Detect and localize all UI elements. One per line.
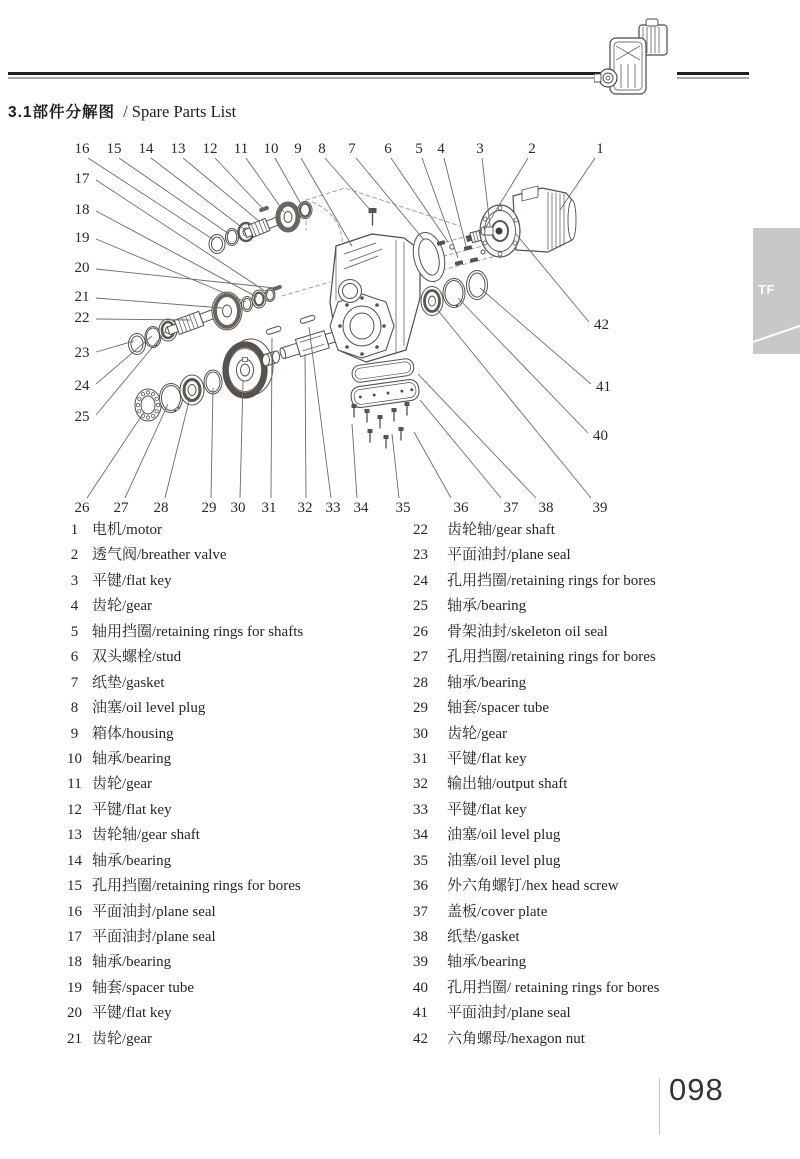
part-label: 盖板/cover plate — [447, 903, 548, 920]
callout-leader-9 — [301, 158, 352, 246]
part-row — [64, 801, 409, 826]
part-row — [64, 1030, 409, 1055]
part-label: 输出轴/output shaft — [447, 776, 568, 793]
callout-number-38: 38 — [538, 500, 554, 516]
part-label: 孔用挡圈/ retaining rings for bores — [447, 979, 660, 996]
part-row — [64, 877, 409, 902]
part-number: 27 — [413, 649, 428, 666]
part-number: 3 — [70, 572, 79, 589]
part-row — [413, 699, 758, 724]
callout-number-26: 26 — [74, 500, 90, 516]
part-label: 齿轮/gear — [447, 725, 507, 742]
part-row — [413, 928, 758, 953]
callout-leader-35 — [392, 434, 399, 498]
part-number: 7 — [70, 674, 79, 691]
part-number: 36 — [413, 878, 428, 895]
side-tab-label: TF — [758, 282, 775, 297]
part-row — [413, 877, 758, 902]
part-number: 15 — [67, 878, 82, 895]
callout-leader-11 — [246, 158, 284, 212]
part-number: 11 — [67, 776, 82, 793]
callout-number-1: 1 — [596, 141, 604, 157]
part-label: 平键/flat key — [92, 572, 172, 589]
callout-leader-38 — [418, 374, 536, 498]
part-row — [413, 953, 758, 978]
callout-leader-22 — [96, 319, 190, 320]
part-number: 17 — [67, 929, 82, 945]
part-label: 齿轮轴/gear shaft — [447, 522, 555, 538]
part-number: 20 — [67, 1005, 82, 1022]
part-row — [413, 979, 758, 1004]
callout-number-3: 3 — [476, 141, 484, 157]
part-row — [413, 674, 758, 699]
callout-leader-32 — [305, 354, 306, 498]
part-number: 39 — [413, 954, 428, 971]
callout-leader-12 — [215, 158, 263, 209]
part-label: 平键/flat key — [92, 801, 172, 818]
callout-leader-8 — [325, 158, 372, 212]
callout-number-31: 31 — [261, 500, 277, 516]
callout-leader-13 — [183, 158, 260, 222]
callout-number-8: 8 — [318, 141, 326, 157]
part-label: 平键/flat key — [447, 750, 527, 767]
flat-key-31 — [266, 326, 282, 335]
callout-number-33: 33 — [325, 500, 341, 516]
callout-leader-1 — [560, 158, 595, 210]
part-row — [64, 674, 409, 699]
part-row — [64, 546, 409, 571]
part-number: 13 — [67, 827, 82, 844]
part-row — [413, 623, 758, 648]
part-row — [64, 725, 409, 750]
part-label: 双头螺栓/stud — [92, 649, 182, 666]
exploded-diagram — [0, 0, 800, 540]
callout-number-19: 19 — [74, 230, 90, 246]
part-number: 9 — [70, 725, 79, 742]
flat-key-33 — [300, 315, 316, 324]
callout-number-23: 23 — [74, 345, 90, 361]
part-number: 21 — [67, 1030, 82, 1047]
callout-number-20: 20 — [74, 260, 90, 276]
callout-number-12: 12 — [202, 141, 218, 157]
part-label: 平面油封/plane seal — [92, 903, 216, 920]
part-label: 箱体/housing — [92, 725, 174, 742]
part-number: 22 — [413, 522, 428, 538]
part-label: 轴套/spacer tube — [92, 979, 195, 996]
part-number: 4 — [70, 598, 79, 615]
callout-leader-20 — [96, 269, 275, 288]
callout-leader-33 — [309, 327, 331, 498]
callout-number-25: 25 — [74, 409, 90, 425]
part-row — [64, 928, 409, 953]
callout-number-15: 15 — [106, 141, 122, 157]
part-row — [64, 521, 409, 546]
part-row — [64, 597, 409, 622]
part-number: 37 — [413, 903, 428, 920]
part-number: 34 — [413, 827, 428, 844]
callout-number-10: 10 — [263, 141, 279, 157]
part-number: 24 — [413, 572, 428, 589]
part-row — [413, 903, 758, 928]
part-row — [64, 953, 409, 978]
part-number: 25 — [413, 598, 428, 615]
part-label: 轴承/bearing — [447, 954, 527, 971]
callout-number-2: 2 — [528, 141, 536, 157]
part-number: 1 — [70, 522, 79, 538]
callout-leader-14 — [151, 158, 244, 229]
part-row — [413, 521, 758, 546]
part-number: 38 — [413, 929, 428, 945]
part-number: 41 — [413, 1005, 428, 1022]
callout-number-14: 14 — [138, 141, 154, 157]
part-number: 28 — [413, 674, 428, 691]
side-tab-diagonal — [753, 322, 800, 343]
part-number: 18 — [67, 954, 82, 971]
callout-number-18: 18 — [74, 202, 90, 218]
footer-rule — [659, 1078, 660, 1135]
bottom-cover-parts — [350, 358, 420, 448]
part-row — [64, 1004, 409, 1029]
part-row — [64, 775, 409, 800]
part-label: 齿轮/gear — [92, 598, 152, 615]
part-row — [413, 1030, 758, 1055]
part-label: 透气阀/breather valve — [92, 547, 227, 564]
part-label: 轴承/bearing — [447, 674, 527, 691]
part-label: 齿轮/gear — [92, 776, 152, 793]
callout-leader-41 — [480, 288, 591, 384]
part-row — [64, 826, 409, 851]
callout-number-4: 4 — [437, 141, 445, 157]
part-label: 轴承/bearing — [92, 750, 172, 767]
parts-list-right — [413, 521, 758, 1055]
callout-leader-7 — [356, 158, 424, 240]
part-label: 骨架油封/skeleton oil seal — [447, 623, 608, 640]
callout-leader-29 — [211, 388, 213, 498]
callout-leader-39 — [436, 308, 591, 498]
part-number: 2 — [70, 547, 79, 564]
part-label: 平面油封/plane seal — [447, 1005, 571, 1022]
part-number: 31 — [413, 750, 428, 767]
callout-number-22: 22 — [74, 310, 90, 326]
part-row — [64, 572, 409, 597]
part-label: 轴套/spacer tube — [447, 700, 550, 717]
callout-leader-4 — [444, 158, 466, 246]
part-number: 8 — [70, 700, 79, 717]
input-shaft-parts — [209, 202, 312, 254]
part-number: 30 — [413, 725, 428, 742]
part-label: 平键/flat key — [447, 801, 527, 818]
callout-number-6: 6 — [384, 141, 392, 157]
part-number: 32 — [413, 776, 428, 793]
callout-number-27: 27 — [113, 500, 129, 516]
callout-leader-30 — [240, 381, 243, 498]
part-row — [64, 979, 409, 1004]
part-row — [413, 572, 758, 597]
callout-number-9: 9 — [294, 141, 302, 157]
part-row — [413, 1004, 758, 1029]
part-label: 孔用挡圈/retaining rings for bores — [447, 649, 656, 666]
part-row — [64, 648, 409, 673]
part-number: 33 — [413, 801, 428, 818]
part-label: 轴承/bearing — [447, 598, 527, 615]
part-row — [413, 750, 758, 775]
part-number: 10 — [67, 750, 82, 767]
part-row — [413, 826, 758, 851]
part-label: 平面油封/plane seal — [92, 929, 216, 945]
callout-number-5: 5 — [415, 141, 423, 157]
part-row — [413, 648, 758, 673]
motor — [480, 186, 576, 257]
part-number: 19 — [67, 979, 82, 996]
part-number: 14 — [67, 852, 82, 869]
part-row — [64, 623, 409, 648]
callout-leader-6 — [391, 158, 448, 242]
part-label: 齿轮轴/gear shaft — [92, 827, 200, 844]
part-number: 40 — [413, 979, 428, 996]
part-label: 电机/motor — [92, 522, 162, 538]
callout-number-37: 37 — [503, 500, 519, 516]
part-row — [64, 852, 409, 877]
callout-leader-15 — [119, 158, 229, 234]
callout-leader-21 — [96, 298, 222, 308]
callout-leader-16 — [88, 158, 214, 240]
callout-number-16: 16 — [74, 141, 90, 157]
part-number: 26 — [413, 623, 428, 640]
callout-number-39: 39 — [592, 500, 608, 516]
callout-leader-18 — [96, 211, 257, 297]
part-row — [64, 903, 409, 928]
callout-leader-36 — [414, 432, 451, 498]
part-number: 35 — [413, 852, 428, 869]
part-row — [413, 801, 758, 826]
part-number: 42 — [413, 1030, 428, 1047]
callout-number-29: 29 — [201, 500, 217, 516]
part-number: 16 — [67, 903, 82, 920]
callout-number-17: 17 — [74, 171, 90, 187]
part-row — [413, 775, 758, 800]
callout-number-7: 7 — [348, 141, 356, 157]
callout-number-40: 40 — [593, 428, 608, 444]
callout-number-32: 32 — [297, 500, 313, 516]
callout-number-11: 11 — [233, 141, 249, 157]
callout-number-41: 41 — [596, 379, 611, 395]
callout-leader-26 — [87, 412, 144, 498]
section-title-zh: 3.1部件分解图 — [8, 104, 116, 121]
parts-list-left — [64, 521, 409, 1055]
part-label: 孔用挡圈/retaining rings for bores — [92, 878, 301, 895]
part-label: 纸垫/gasket — [92, 674, 165, 691]
part-number: 5 — [70, 623, 79, 640]
callout-number-35: 35 — [395, 500, 411, 516]
part-label: 孔用挡圈/retaining rings for bores — [447, 572, 656, 589]
side-tab-tf — [753, 228, 800, 354]
part-number: 23 — [413, 547, 428, 564]
part-row — [64, 750, 409, 775]
part-label: 六角螺母/hexagon nut — [447, 1030, 585, 1047]
part-label: 油塞/oil level plug — [92, 700, 206, 717]
part-row — [413, 597, 758, 622]
part-number: 29 — [413, 700, 428, 717]
callout-number-34: 34 — [353, 500, 369, 516]
hex-screws — [352, 402, 410, 448]
part-label: 齿轮/gear — [92, 1030, 152, 1047]
part-number: 12 — [67, 801, 82, 818]
part-row — [413, 546, 758, 571]
callout-number-30: 30 — [230, 500, 246, 516]
part-row — [413, 852, 758, 877]
callout-leader-40 — [458, 298, 588, 433]
part-label: 平键/flat key — [92, 1005, 172, 1022]
part-label: 油塞/oil level plug — [447, 852, 561, 869]
part-label: 轴承/bearing — [92, 852, 172, 869]
part-row — [64, 699, 409, 724]
callout-leader-10 — [275, 158, 302, 206]
callout-number-21: 21 — [74, 289, 90, 305]
part-row — [413, 725, 758, 750]
page-number: 098 — [669, 1072, 724, 1107]
callout-leader-34 — [352, 424, 357, 498]
callout-number-28: 28 — [153, 500, 169, 516]
part-label: 轴用挡圈/retaining rings for shafts — [92, 623, 304, 640]
part-label: 纸垫/gasket — [447, 929, 520, 945]
part-number: 6 — [70, 649, 79, 666]
callout-number-13: 13 — [170, 141, 186, 157]
part-label: 平面油封/plane seal — [447, 547, 571, 564]
callout-leader-24 — [96, 336, 152, 384]
part-label: 外六角螺钉/hex head screw — [447, 878, 619, 895]
callout-number-42: 42 — [594, 317, 609, 333]
callout-number-24: 24 — [74, 378, 90, 394]
callout-number-36: 36 — [453, 500, 469, 516]
part-label: 轴承/bearing — [92, 954, 172, 971]
part-label: 油塞/oil level plug — [447, 827, 561, 844]
section-title-en: / Spare Parts List — [123, 102, 237, 121]
